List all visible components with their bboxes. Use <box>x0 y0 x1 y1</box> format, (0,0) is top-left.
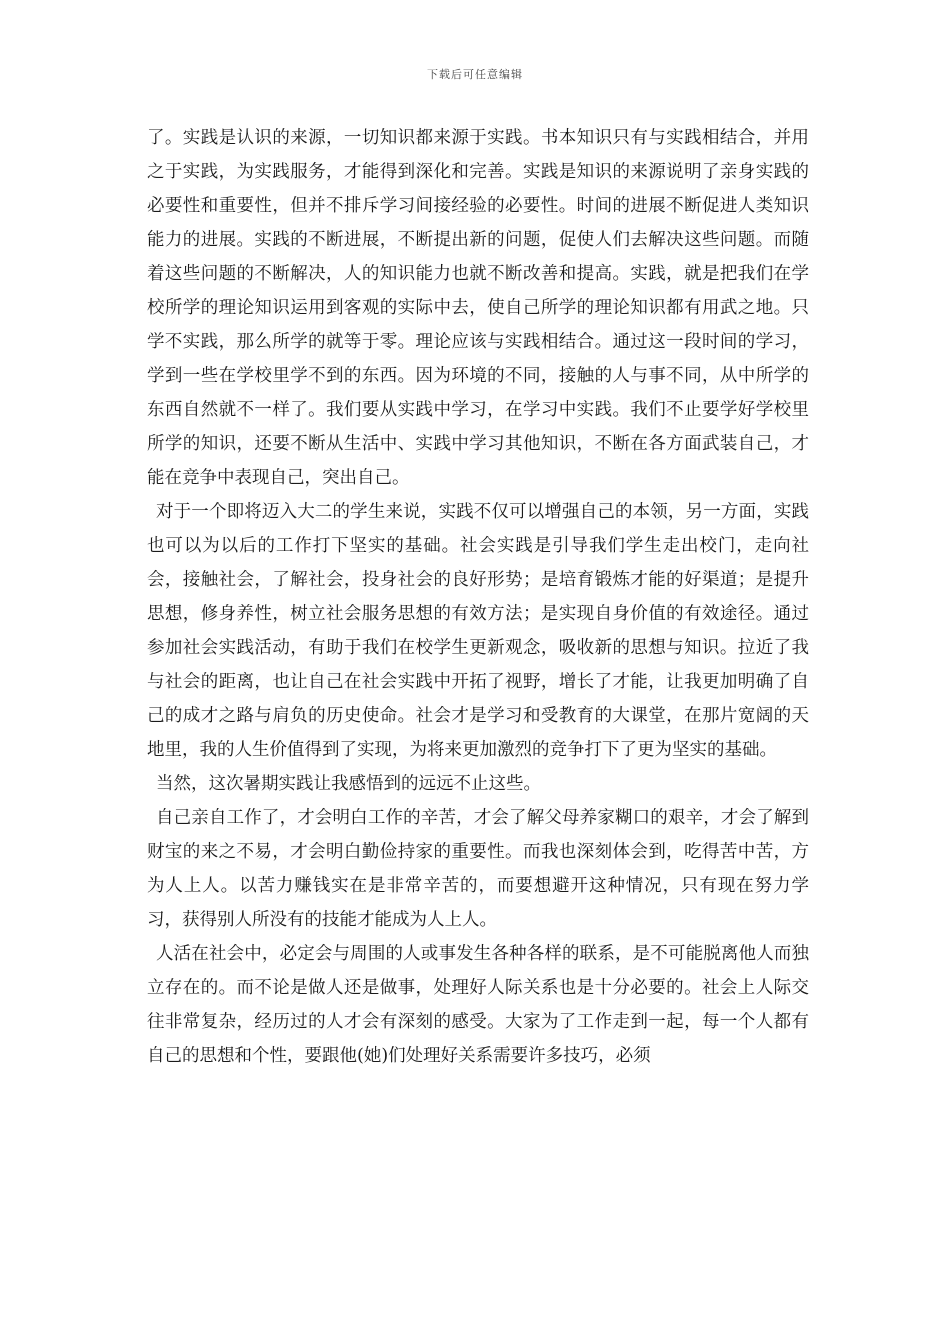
page-header: 下载后可任意编辑 <box>427 68 523 81</box>
paragraph-5: 人活在社会中，必定会与周围的人或事发生各种各样的联系，是不可能脱离他人而独立存在的。而不论是做人还是做事，处理好人际关系也是十分必要的。社会上人际交往非常复杂，经历过的人才会有深刻的感受。大家为了工作走到一起，每一个人都有自己的思想和个性，要跟他(她)们处理好关系需要许多技巧，必须 <box>147 944 809 1066</box>
paragraph-1: 了。实践是认识的来源，一切知识都来源于实践。书本知识只有与实践相结合，并用之于实践，为实践服务，才能得到深化和完善。实践是知识的来源说明了亲身实践的必要性和重要性，但并不排斥学习间接经验的必要性。时间的进展不断促进人类知识能力的进展。实践的不断进展，不断提出新的问题，促使人们去解决这些问题。而随着这些问题的不断解决，人的知识能力也就不断改善和提高。实践，就是把我们在学校所学的理论知识运用到客观的实际中去，使自己所学的理论知识都有用武之地。只学不实践，那么所学的就等于零。理论应该与实践相结合。通过这一段时间的学习，学到一些在学校里学不到的东西。因为环境的不同，接触的人与事不同，从中所学的东西自然就不一样了。我们要从实践中学习，在学习中实践。我们不止要学好学校里所学的知识，还要不断从生活中、实践中学习其他知识，不断在各方面武装自己，才能在竞争中表现自己，突出自己。 <box>147 128 809 488</box>
document-body <box>147 121 809 1073</box>
paragraph-3: 当然，这次暑期实践让我感悟到的远远不止这些。 <box>156 774 541 794</box>
paragraph-4: 自己亲自工作了，才会明白工作的辛苦，才会了解父母养家糊口的艰辛，才会了解到财宝的来之不易，才会明白勤俭持家的重要性。而我也深刻体会到，吃得苦中苦，方为人上人。以苦力赚钱实在是非常辛苦的，而要想避开这种情况，只有现在努力学习，获得别人所没有的技能才能成为人上人。 <box>147 808 809 930</box>
paragraph-2: 对于一个即将迈入大二的学生来说，实践不仅可以增强自己的本领，另一方面，实践也可以为以后的工作打下坚实的基础。社会实践是引导我们学生走出校门，走向社会，接触社会，了解社会，投身社会的良好形势；是培育锻炼才能的好渠道；是提升思想，修身养性，树立社会服务思想的有效方法；是实现自身价值的有效途径。通过参加社会实践活动，有助于我们在校学生更新观念，吸收新的思想与知识。拉近了我与社会的距离，也让自己在社会实践中开拓了视野，增长了才能，让我更加明确了自己的成才之路与肩负的历史使命。社会才是学习和受教育的大课堂，在那片宽阔的天地里，我的人生价值得到了实现，为将来更加激烈的竞争打下了更为坚实的基础。 <box>147 502 809 760</box>
